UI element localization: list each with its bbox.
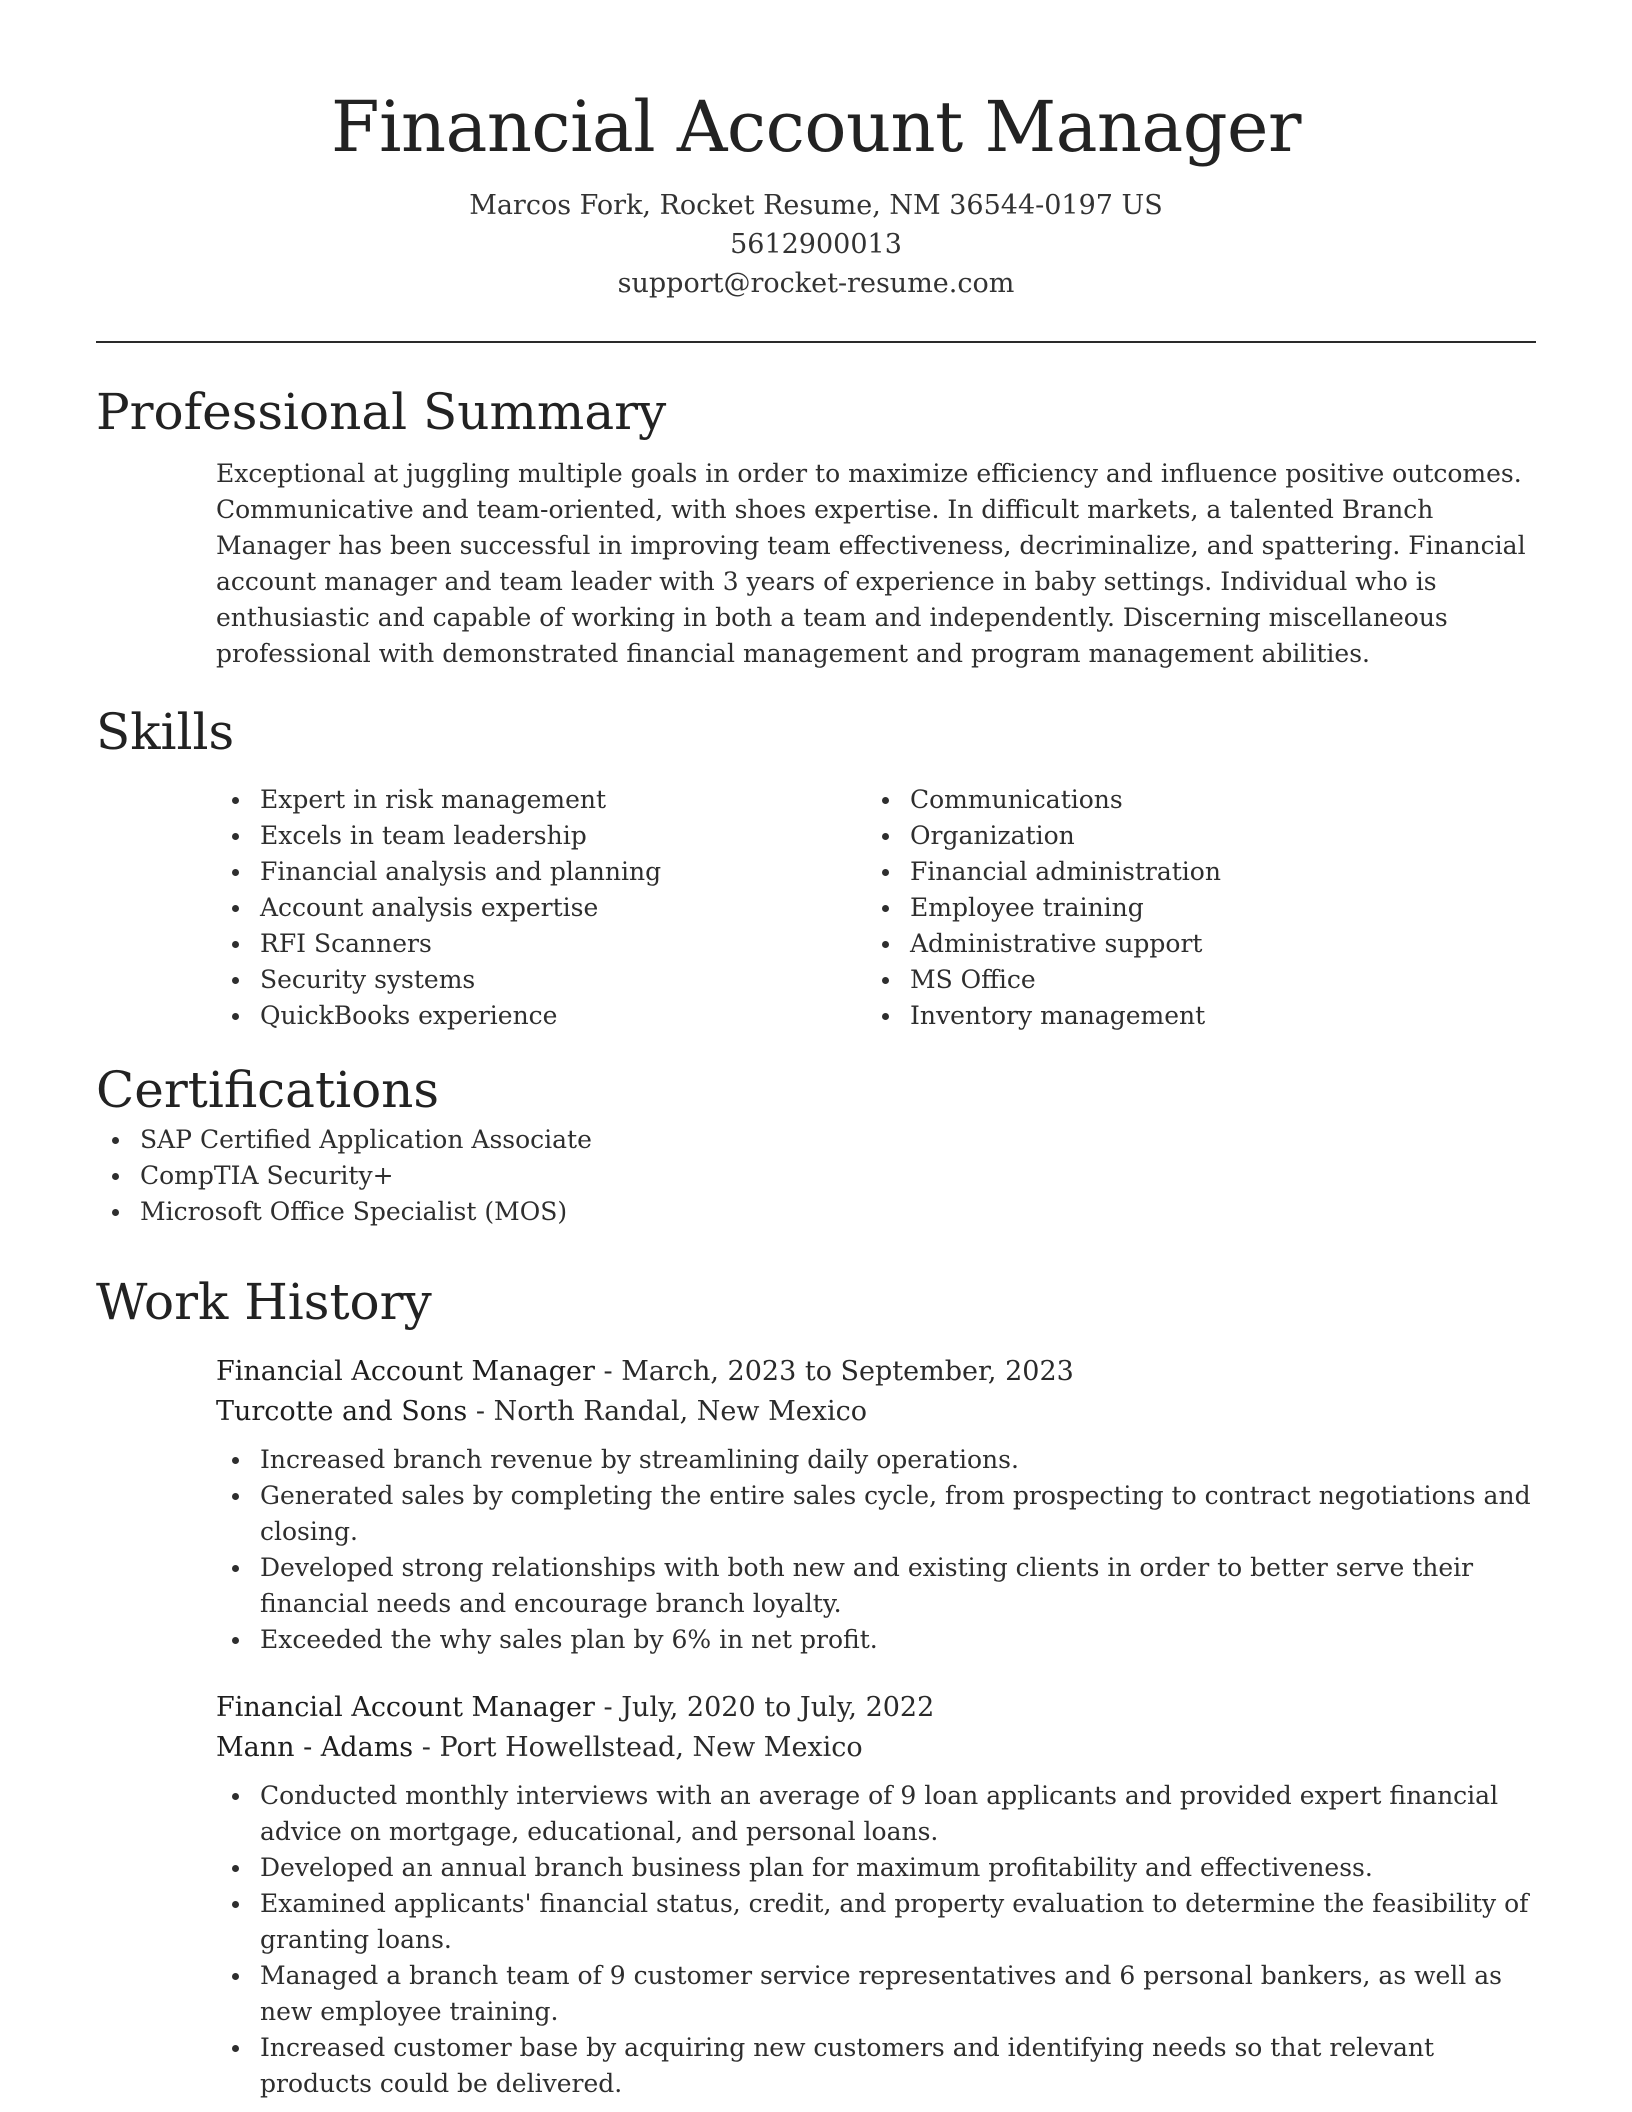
certification-item: SAP Certified Application Associate	[96, 1122, 1536, 1158]
skills-list-right	[866, 782, 1516, 1034]
job-bullet: Increased customer base by acquiring new customers and identifying needs so that relevant products could be delivered.	[216, 2030, 1536, 2102]
skill-item: Expert in risk management	[216, 782, 866, 818]
job-dates: - July, 2020 to July, 2022	[594, 1692, 935, 1723]
header-divider	[96, 341, 1536, 343]
skills-columns	[216, 782, 1536, 1034]
summary-section	[96, 380, 1536, 672]
certifications-section	[96, 1058, 1536, 1230]
certifications-list	[96, 1122, 1536, 1230]
skill-item: RFI Scanners	[216, 926, 866, 962]
job-bullet: Developed strong relationships with both new and existing clients in order to better serve their financial needs and encourage branch loyalty.	[216, 1550, 1536, 1622]
job-bullet: Examined applicants' financial status, credit, and property evaluation to determine the feasibility of granting loans.	[216, 1886, 1536, 1958]
job-dates: - March, 2023 to September, 2023	[594, 1356, 1074, 1387]
skill-item: Employee training	[866, 890, 1516, 926]
skill-item: Account analysis expertise	[216, 890, 866, 926]
work-history-heading: Work History	[96, 1273, 432, 1331]
summary-heading: Professional Summary	[96, 383, 667, 441]
job-entry	[216, 1352, 1536, 1658]
certifications-heading: Certifications	[96, 1061, 440, 1119]
job-title: Financial Account Manager	[216, 1356, 595, 1387]
contact-email: support@rocket-resume.com	[617, 268, 1015, 299]
job-company-line	[216, 1392, 1536, 1432]
resume-header	[0, 82, 1632, 303]
job-bullet: Increased branch revenue by streamlining daily operations.	[216, 1442, 1536, 1478]
skill-item: Financial analysis and planning	[216, 854, 866, 890]
job-entry	[216, 1688, 1536, 2102]
job-bullet: Developed an annual branch business plan for maximum profitability and effectiveness.	[216, 1850, 1536, 1886]
work-history-section	[96, 1270, 1536, 2102]
skills-section	[96, 700, 1536, 1034]
job-bullets	[216, 1778, 1536, 2102]
skill-item: QuickBooks experience	[216, 998, 866, 1034]
skills-heading: Skills	[96, 703, 235, 761]
skill-item: Organization	[866, 818, 1516, 854]
certification-item: CompTIA Security+	[96, 1158, 1536, 1194]
job-bullet: Managed a branch team of 9 customer service representatives and 6 personal bankers, as well as new employee training.	[216, 1958, 1536, 2030]
contact-address: Marcos Fork, Rocket Resume, NM 36544-0197 US	[469, 190, 1163, 221]
job-location: - North Randal, New Mexico	[467, 1396, 867, 1427]
job-company: Mann - Adams	[216, 1732, 414, 1763]
skills-list-left	[216, 782, 866, 1034]
job-company: Turcotte and Sons	[216, 1396, 468, 1427]
resume-title: Financial Account Manager	[331, 86, 1301, 168]
skill-item: MS Office	[866, 962, 1516, 998]
skill-item: Excels in team leadership	[216, 818, 866, 854]
certification-item: Microsoft Office Specialist (MOS)	[96, 1194, 1536, 1230]
job-title: Financial Account Manager	[216, 1692, 595, 1723]
skill-item: Inventory management	[866, 998, 1516, 1034]
job-bullet: Exceeded the why sales plan by 6% in net profit.	[216, 1622, 1536, 1658]
job-title-line	[216, 1688, 1536, 1728]
skills-column-left	[216, 782, 866, 1034]
job-bullet: Conducted monthly interviews with an average of 9 loan applicants and provided expert financial advice on mortgage, educational, and personal loans.	[216, 1778, 1536, 1850]
job-title-line	[216, 1352, 1536, 1392]
skills-column-right	[866, 782, 1516, 1034]
skill-item: Communications	[866, 782, 1516, 818]
skill-item: Security systems	[216, 962, 866, 998]
skill-item: Financial administration	[866, 854, 1516, 890]
job-location: - Port Howellstead, New Mexico	[413, 1732, 863, 1763]
contact-info	[0, 186, 1632, 303]
summary-text: Exceptional at juggling multiple goals in order to maximize efficiency and influence positive outcomes. Communicative and team-oriented, with shoes expertise. In difficult markets, a talented Branch Manager has been successful in improving team effectiveness, decriminalize, and spattering. Financial account manager and team leader with 3 years of experience in baby settings. Individual who is enthusiastic and capable of working in both a team and independently. Discerning miscellaneous professional with demonstrated financial management and program management abilities.	[216, 459, 1526, 668]
job-company-line	[216, 1728, 1536, 1768]
skill-item: Administrative support	[866, 926, 1516, 962]
job-bullet: Generated sales by completing the entire sales cycle, from prospecting to contract negotiations and closing.	[216, 1478, 1536, 1550]
job-bullets	[216, 1442, 1536, 1658]
contact-phone: 5612900013	[730, 229, 902, 260]
